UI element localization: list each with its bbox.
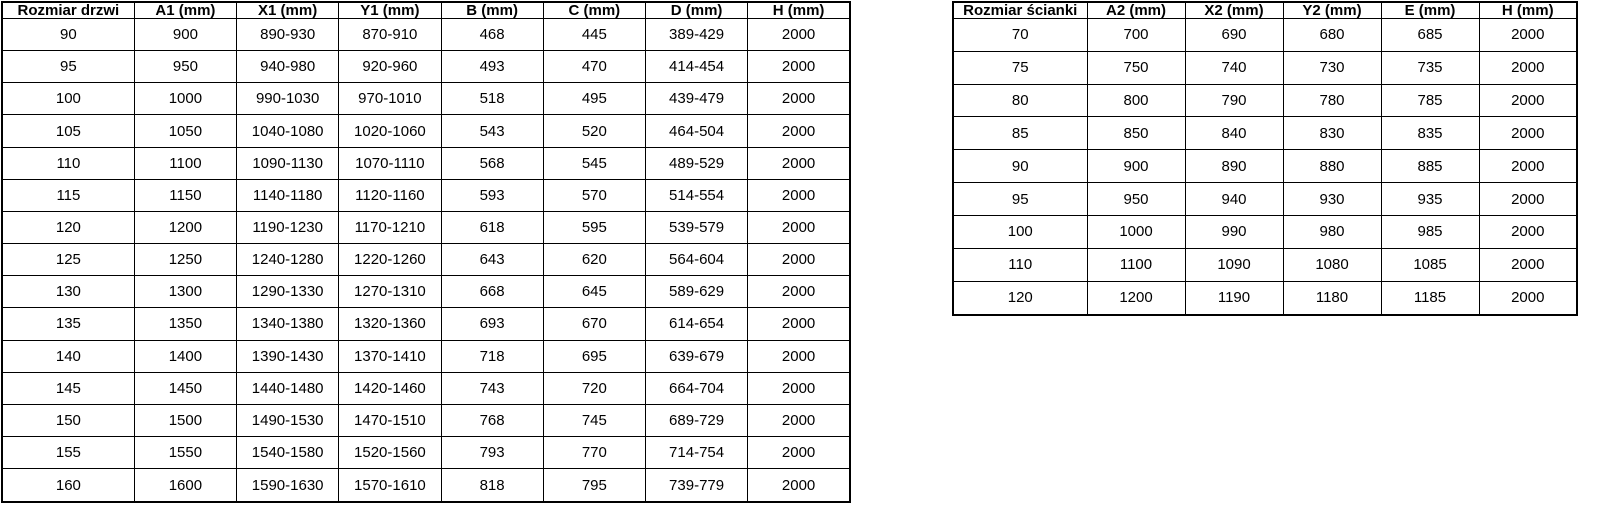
- table-row: [2, 308, 850, 340]
- table-row: [2, 179, 850, 211]
- table-cell: 489-529: [645, 147, 747, 179]
- table-cell: 693: [441, 308, 543, 340]
- table-cell: 1100: [134, 147, 236, 179]
- table-cell: 790: [1185, 84, 1283, 117]
- table-cell: 930: [1283, 183, 1381, 216]
- table-cell: 645: [543, 276, 645, 308]
- wall-table-body: [953, 19, 1577, 316]
- table-cell: 100: [953, 215, 1087, 248]
- table-cell: 920-960: [339, 51, 441, 83]
- table-cell: 468: [441, 19, 543, 51]
- table-cell: 439-479: [645, 83, 747, 115]
- door-table-body: [2, 19, 850, 503]
- table-cell: 685: [1381, 19, 1479, 52]
- table-cell: 120: [953, 281, 1087, 315]
- table-cell: 740: [1185, 51, 1283, 84]
- table-cell: 389-429: [645, 19, 747, 51]
- table-cell: 1120-1160: [339, 179, 441, 211]
- header-cell: E (mm): [1381, 2, 1479, 19]
- table-cell: 668: [441, 276, 543, 308]
- table-cell: 768: [441, 404, 543, 436]
- table-cell: 639-679: [645, 340, 747, 372]
- table-cell: 1080: [1283, 248, 1381, 281]
- door-dimensions-table: [1, 1, 851, 503]
- table-cell: 795: [543, 469, 645, 502]
- table-cell: 2000: [748, 83, 850, 115]
- table-cell: 2000: [748, 211, 850, 243]
- table-cell: 1340-1380: [237, 308, 339, 340]
- table-row: [2, 276, 850, 308]
- table-cell: 718: [441, 340, 543, 372]
- table-cell: 793: [441, 437, 543, 469]
- table-cell: 595: [543, 211, 645, 243]
- table-cell: 643: [441, 244, 543, 276]
- header-cell: Y1 (mm): [339, 2, 441, 19]
- table-cell: 1240-1280: [237, 244, 339, 276]
- table-cell: 518: [441, 83, 543, 115]
- table-cell: 115: [2, 179, 134, 211]
- table-row: [2, 115, 850, 147]
- header-cell: B (mm): [441, 2, 543, 19]
- table-cell: 1180: [1283, 281, 1381, 315]
- table-cell: 1550: [134, 437, 236, 469]
- table-cell: 1450: [134, 372, 236, 404]
- table-cell: 689-729: [645, 404, 747, 436]
- table-row: [953, 117, 1577, 150]
- table-row: [2, 147, 850, 179]
- table-row: [2, 340, 850, 372]
- table-cell: 950: [134, 51, 236, 83]
- table-cell: 1350: [134, 308, 236, 340]
- table-cell: 1370-1410: [339, 340, 441, 372]
- table-cell: 2000: [1479, 150, 1577, 183]
- table-row: [2, 372, 850, 404]
- table-row: [953, 150, 1577, 183]
- table-cell: 870-910: [339, 19, 441, 51]
- table-cell: 1070-1110: [339, 147, 441, 179]
- header-cell: H (mm): [1479, 2, 1577, 19]
- table-cell: 1150: [134, 179, 236, 211]
- table-cell: 125: [2, 244, 134, 276]
- table-cell: 75: [953, 51, 1087, 84]
- table-row: [2, 437, 850, 469]
- table-cell: 1000: [1087, 215, 1185, 248]
- table-cell: 105: [2, 115, 134, 147]
- table-cell: 1050: [134, 115, 236, 147]
- table-row: [2, 51, 850, 83]
- header-cell: H (mm): [748, 2, 850, 19]
- table-cell: 464-504: [645, 115, 747, 147]
- table-cell: 570: [543, 179, 645, 211]
- table-cell: 2000: [748, 372, 850, 404]
- table-cell: 130: [2, 276, 134, 308]
- table-cell: 80: [953, 84, 1087, 117]
- table-cell: 690: [1185, 19, 1283, 52]
- table-cell: 1220-1260: [339, 244, 441, 276]
- table-cell: 1170-1210: [339, 211, 441, 243]
- table-cell: 935: [1381, 183, 1479, 216]
- table-cell: 714-754: [645, 437, 747, 469]
- header-cell: A2 (mm): [1087, 2, 1185, 19]
- table-cell: 980: [1283, 215, 1381, 248]
- table-cell: 1190: [1185, 281, 1283, 315]
- table-cell: 720: [543, 372, 645, 404]
- header-cell: Rozmiar ścianki: [953, 2, 1087, 19]
- table-cell: 1420-1460: [339, 372, 441, 404]
- table-cell: 1320-1360: [339, 308, 441, 340]
- table-cell: 1600: [134, 469, 236, 502]
- table-cell: 745: [543, 404, 645, 436]
- table-cell: 495: [543, 83, 645, 115]
- header-cell: A1 (mm): [134, 2, 236, 19]
- table-cell: 1290-1330: [237, 276, 339, 308]
- table-cell: 940-980: [237, 51, 339, 83]
- table-cell: 730: [1283, 51, 1381, 84]
- header-cell: X1 (mm): [237, 2, 339, 19]
- table-cell: 1300: [134, 276, 236, 308]
- table-cell: 2000: [748, 404, 850, 436]
- table-cell: 620: [543, 244, 645, 276]
- table-cell: 1390-1430: [237, 340, 339, 372]
- table-cell: 670: [543, 308, 645, 340]
- table-cell: 2000: [748, 437, 850, 469]
- table-cell: 85: [953, 117, 1087, 150]
- table-header-row: [2, 2, 850, 19]
- header-cell: D (mm): [645, 2, 747, 19]
- table-cell: 1200: [1087, 281, 1185, 315]
- table-row: [2, 19, 850, 51]
- table-cell: 2000: [1479, 281, 1577, 315]
- header-cell: Rozmiar drzwi: [2, 2, 134, 19]
- table-cell: 2000: [1479, 84, 1577, 117]
- table-cell: 750: [1087, 51, 1185, 84]
- table-cell: 1250: [134, 244, 236, 276]
- table-cell: 1400: [134, 340, 236, 372]
- table-cell: 2000: [1479, 248, 1577, 281]
- table-cell: 735: [1381, 51, 1479, 84]
- table-cell: 135: [2, 308, 134, 340]
- table-cell: 970-1010: [339, 83, 441, 115]
- table-row: [2, 469, 850, 502]
- table-cell: 770: [543, 437, 645, 469]
- table-cell: 614-654: [645, 308, 747, 340]
- table-cell: 850: [1087, 117, 1185, 150]
- table-cell: 985: [1381, 215, 1479, 248]
- table-cell: 890-930: [237, 19, 339, 51]
- table-cell: 2000: [748, 340, 850, 372]
- table-cell: 520: [543, 115, 645, 147]
- table-cell: 2000: [748, 179, 850, 211]
- table-cell: 110: [953, 248, 1087, 281]
- table-cell: 2000: [748, 308, 850, 340]
- table-cell: 990: [1185, 215, 1283, 248]
- table-cell: 514-554: [645, 179, 747, 211]
- table-cell: 1100: [1087, 248, 1185, 281]
- table-header-row: [953, 2, 1577, 19]
- table-cell: 160: [2, 469, 134, 502]
- table-cell: 2000: [748, 51, 850, 83]
- table-cell: 95: [953, 183, 1087, 216]
- table-cell: 100: [2, 83, 134, 115]
- table-cell: 680: [1283, 19, 1381, 52]
- table-cell: 940: [1185, 183, 1283, 216]
- table-cell: 110: [2, 147, 134, 179]
- table-cell: 545: [543, 147, 645, 179]
- table-cell: 1020-1060: [339, 115, 441, 147]
- table-cell: 120: [2, 211, 134, 243]
- table-cell: 70: [953, 19, 1087, 52]
- table-cell: 1440-1480: [237, 372, 339, 404]
- header-cell: C (mm): [543, 2, 645, 19]
- table-cell: 445: [543, 19, 645, 51]
- table-row: [953, 248, 1577, 281]
- table-cell: 2000: [1479, 215, 1577, 248]
- table-cell: 743: [441, 372, 543, 404]
- table-row: [2, 244, 850, 276]
- table-cell: 90: [953, 150, 1087, 183]
- table-cell: 780: [1283, 84, 1381, 117]
- table-cell: 1200: [134, 211, 236, 243]
- table-row: [953, 84, 1577, 117]
- door-table-header: [2, 2, 850, 19]
- table-row: [2, 83, 850, 115]
- table-cell: 589-629: [645, 276, 747, 308]
- table-cell: 95: [2, 51, 134, 83]
- table-cell: 1000: [134, 83, 236, 115]
- table-cell: 1540-1580: [237, 437, 339, 469]
- table-cell: 90: [2, 19, 134, 51]
- table-cell: 1090-1130: [237, 147, 339, 179]
- table-cell: 140: [2, 340, 134, 372]
- table-row: [953, 183, 1577, 216]
- table-cell: 543: [441, 115, 543, 147]
- table-cell: 900: [134, 19, 236, 51]
- table-cell: 2000: [1479, 19, 1577, 52]
- table-cell: 618: [441, 211, 543, 243]
- wall-panel-dimensions-table: [952, 1, 1578, 316]
- table-cell: 2000: [748, 19, 850, 51]
- table-cell: 700: [1087, 19, 1185, 52]
- table-cell: 695: [543, 340, 645, 372]
- table-cell: 1520-1560: [339, 437, 441, 469]
- table-cell: 493: [441, 51, 543, 83]
- table-cell: 470: [543, 51, 645, 83]
- table-cell: 1270-1310: [339, 276, 441, 308]
- table-cell: 2000: [748, 244, 850, 276]
- table-row: [2, 211, 850, 243]
- header-cell: Y2 (mm): [1283, 2, 1381, 19]
- header-cell: X2 (mm): [1185, 2, 1283, 19]
- table-cell: 1490-1530: [237, 404, 339, 436]
- table-cell: 830: [1283, 117, 1381, 150]
- table-cell: 593: [441, 179, 543, 211]
- table-cell: 990-1030: [237, 83, 339, 115]
- table-cell: 1570-1610: [339, 469, 441, 502]
- table-cell: 414-454: [645, 51, 747, 83]
- table-cell: 785: [1381, 84, 1479, 117]
- table-cell: 2000: [1479, 117, 1577, 150]
- table-cell: 2000: [748, 115, 850, 147]
- table-cell: 840: [1185, 117, 1283, 150]
- table-cell: 539-579: [645, 211, 747, 243]
- table-cell: 145: [2, 372, 134, 404]
- table-row: [2, 404, 850, 436]
- table-cell: 885: [1381, 150, 1479, 183]
- table-cell: 1500: [134, 404, 236, 436]
- table-cell: 1040-1080: [237, 115, 339, 147]
- table-cell: 950: [1087, 183, 1185, 216]
- table-cell: 800: [1087, 84, 1185, 117]
- table-cell: 890: [1185, 150, 1283, 183]
- table-cell: 1590-1630: [237, 469, 339, 502]
- table-row: [953, 51, 1577, 84]
- wall-table-header: [953, 2, 1577, 19]
- table-cell: 2000: [748, 276, 850, 308]
- table-cell: 2000: [1479, 183, 1577, 216]
- table-cell: 664-704: [645, 372, 747, 404]
- table-cell: 1470-1510: [339, 404, 441, 436]
- table-cell: 739-779: [645, 469, 747, 502]
- table-cell: 2000: [748, 469, 850, 502]
- table-cell: 564-604: [645, 244, 747, 276]
- table-cell: 150: [2, 404, 134, 436]
- table-cell: 818: [441, 469, 543, 502]
- table-row: [953, 281, 1577, 315]
- table-cell: 1185: [1381, 281, 1479, 315]
- table-cell: 900: [1087, 150, 1185, 183]
- table-cell: 155: [2, 437, 134, 469]
- table-cell: 835: [1381, 117, 1479, 150]
- table-cell: 880: [1283, 150, 1381, 183]
- table-cell: 2000: [748, 147, 850, 179]
- table-row: [953, 215, 1577, 248]
- table-cell: 568: [441, 147, 543, 179]
- table-cell: 1085: [1381, 248, 1479, 281]
- table-cell: 1140-1180: [237, 179, 339, 211]
- table-cell: 1090: [1185, 248, 1283, 281]
- table-cell: 2000: [1479, 51, 1577, 84]
- table-cell: 1190-1230: [237, 211, 339, 243]
- table-row: [953, 19, 1577, 52]
